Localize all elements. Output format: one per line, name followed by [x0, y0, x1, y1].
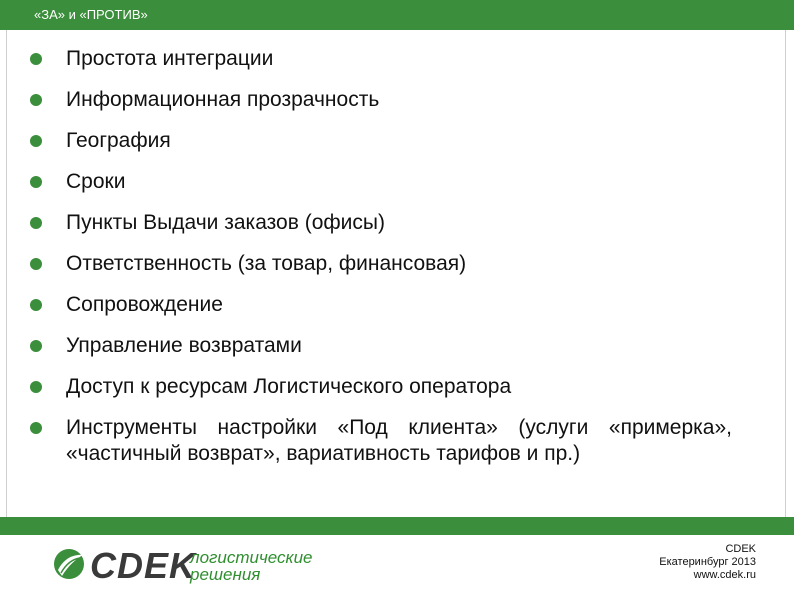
- list-item-text: Информационная прозрачность: [66, 88, 380, 111]
- logo-tagline-line2: решения: [190, 565, 261, 584]
- list-item: [30, 292, 732, 333]
- list-item-text: Сроки: [66, 170, 126, 193]
- bullet-dot-icon: [30, 340, 42, 352]
- list-item: [30, 415, 732, 467]
- list-item: [30, 128, 732, 169]
- list-item: [30, 169, 732, 210]
- list-item: [30, 251, 732, 292]
- footer-city-year: Екатеринбург 2013: [659, 556, 756, 568]
- bullet-dot-icon: [30, 299, 42, 311]
- bullet-dot-icon: [30, 381, 42, 393]
- bullet-dot-icon: [30, 135, 42, 147]
- logo-brand: CDEK: [90, 545, 197, 586]
- footer-bar: [0, 517, 794, 535]
- list-item-text: География: [66, 129, 171, 152]
- bullet-dot-icon: [30, 258, 42, 270]
- list-item-text: Ответственность (за товар, финансовая): [66, 252, 467, 275]
- list-item-text: Инструменты настройки «Под клиента» (услуги «примерка», «частичный возврат», вариативность тарифов и пр.): [66, 416, 732, 465]
- bullet-dot-icon: [30, 53, 42, 65]
- list-item: [30, 87, 732, 128]
- list-item-text: Доступ к ресурсам Логистического оператора: [66, 375, 512, 398]
- cdek-logo: [52, 546, 332, 586]
- slide-title: «ЗА» и «ПРОТИВ»: [34, 7, 148, 22]
- logo-tagline: [190, 549, 313, 583]
- bullet-list: [30, 46, 732, 467]
- bullet-dot-icon: [30, 217, 42, 229]
- list-item-text: Простота интеграции: [66, 47, 274, 70]
- list-item-text: Управление возвратами: [66, 334, 302, 357]
- bullet-dot-icon: [30, 176, 42, 188]
- bullet-dot-icon: [30, 422, 42, 434]
- list-item: [30, 374, 732, 415]
- footer-company: CDEK: [725, 543, 756, 555]
- list-item: [30, 46, 732, 87]
- bullet-dot-icon: [30, 94, 42, 106]
- list-item: [30, 210, 732, 251]
- list-item-text: Пункты Выдачи заказов (офисы): [66, 211, 385, 234]
- leaf-icon: [52, 546, 86, 582]
- list-item: [30, 333, 732, 374]
- list-item-text: Сопровождение: [66, 293, 223, 316]
- footer-website: www.cdek.ru: [693, 569, 756, 581]
- logo-tagline-line1: логистические: [190, 548, 313, 567]
- footer-info: [659, 543, 756, 582]
